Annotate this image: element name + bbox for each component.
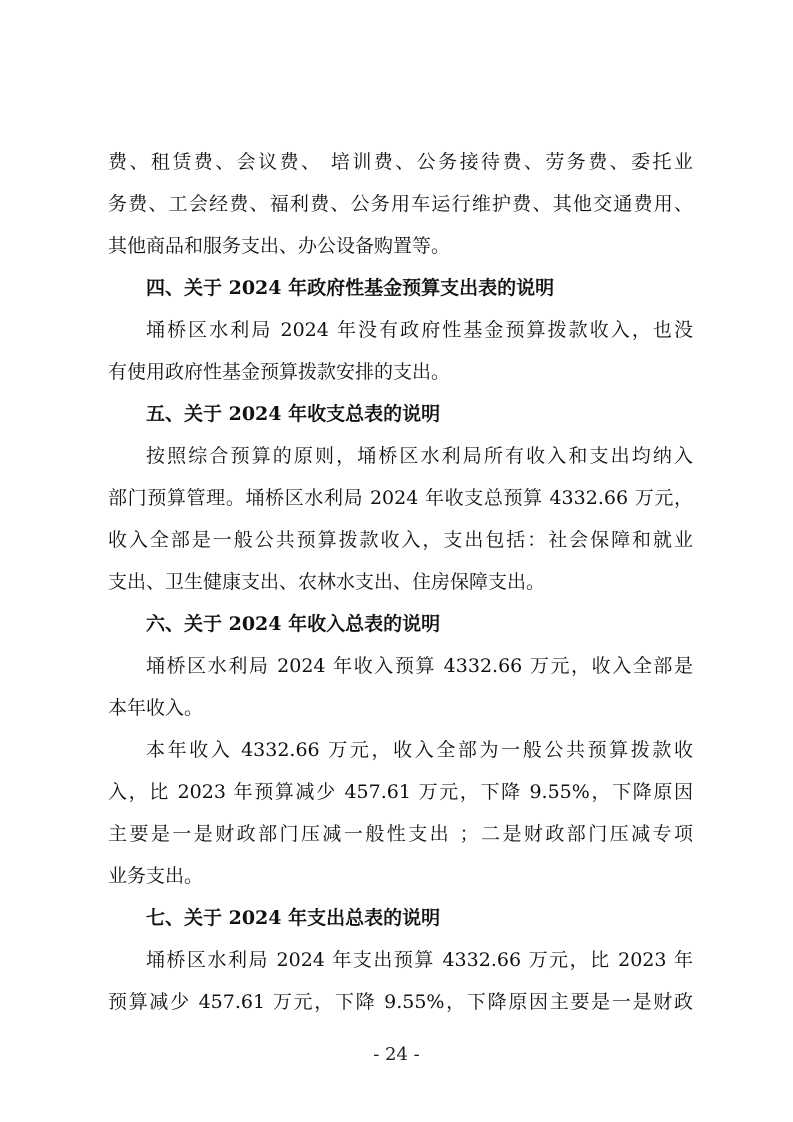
body-line: 支出、卫生健康支出、农林水支出、住房保障支出。: [108, 571, 546, 593]
body-line: 埇桥区水利局 2024 年支出预算 4332.66 万元，比 2023 年: [146, 949, 693, 971]
body-line: 业务支出。: [108, 865, 204, 887]
section-heading: 七、关于 2024 年支出总表的说明: [146, 907, 441, 929]
body-line: 按照综合预算的原则，埇桥区水利局所有收入和支出均纳入: [146, 445, 693, 467]
section-heading: 五、关于 2024 年收支总表的说明: [146, 403, 441, 425]
body-line: 预算减少 457.61 万元，下降 9.55%，下降原因主要是一是财政: [108, 991, 693, 1013]
body-line: 收入全部是一般公共预算拨款收入，支出包括：社会保障和就业: [108, 529, 693, 551]
section-heading: 四、关于 2024 年政府性基金预算支出表的说明: [146, 277, 555, 299]
body-line: 其他商品和服务支出、办公设备购置等。: [108, 235, 451, 257]
section-heading: 六、关于 2024 年收入总表的说明: [146, 613, 441, 635]
body-line: 主要是一是财政部门压减一般性支出 ；二是财政部门压减专项: [108, 823, 693, 845]
body-line: 埇桥区水利局 2024 年收入预算 4332.66 万元，收入全部是: [146, 655, 693, 677]
body-line: 费、租赁费、会议费、 培训费、公务接待费、劳务费、委托业: [108, 151, 693, 173]
body-line: 部门预算管理。埇桥区水利局 2024 年收支总预算 4332.66 万元，: [108, 487, 693, 509]
body-line: 本年收入 4332.66 万元，收入全部为一般公共预算拨款收: [146, 739, 693, 761]
body-line: 有使用政府性基金预算拨款安排的支出。: [108, 361, 451, 383]
body-line: 入，比 2023 年预算减少 457.61 万元，下降 9.55%，下降原因: [108, 781, 693, 803]
body-line: 本年收入。: [108, 697, 204, 719]
body-line: 埇桥区水利局 2024 年没有政府性基金预算拨款收入，也没: [146, 319, 693, 341]
page-number: - 24 -: [373, 1044, 420, 1065]
body-line: 务费、工会经费、福利费、公务用车运行维护费、其他交通费用、: [108, 193, 693, 215]
